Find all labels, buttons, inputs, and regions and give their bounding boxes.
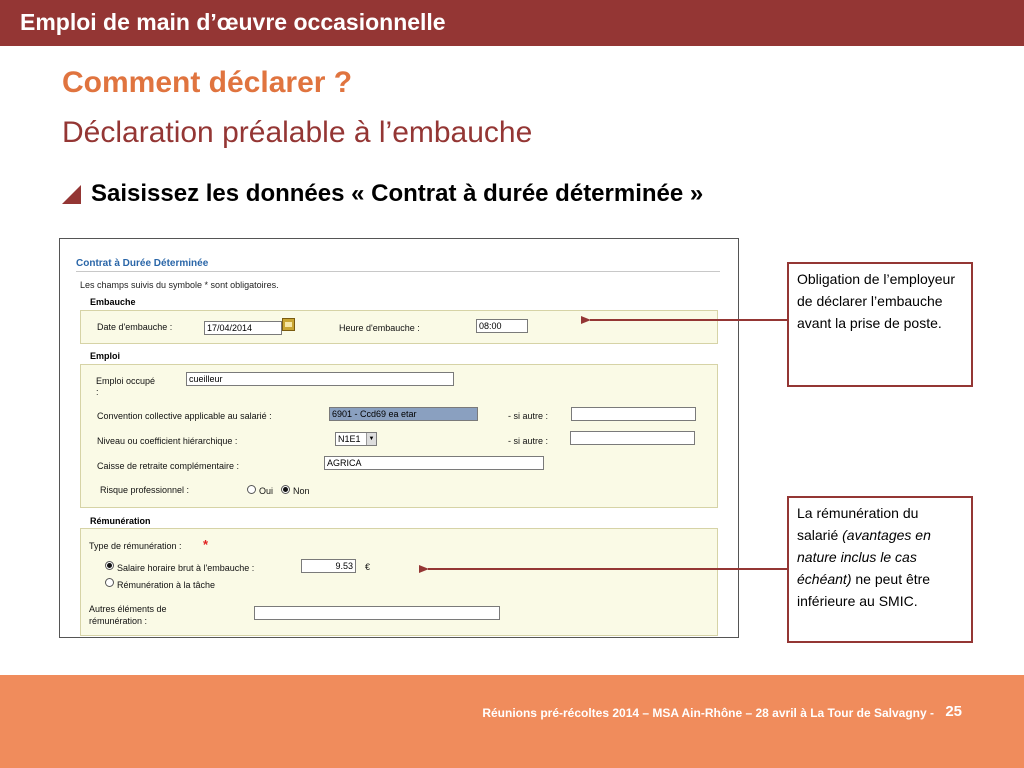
section-emploi: Emploi <box>90 351 121 361</box>
autres-elements-label-1: Autres éléments de <box>89 604 167 614</box>
emploi-colon: : <box>96 387 99 397</box>
niveau-label: Niveau ou coefficient hiérarchique : <box>97 436 238 446</box>
convention-label: Convention collective applicable au salarié : <box>97 411 272 421</box>
bullet-text: Saisissez les données « Contrat à durée déterminée » <box>91 180 704 207</box>
si-autre-label-2: - si autre : <box>508 436 549 446</box>
header-title: Emploi de main d’œuvre occasionnelle <box>20 9 446 35</box>
page-heading: Comment déclarer ? <box>62 66 353 99</box>
callout-remuneration-text-1: La rémunération du salarié <box>797 505 919 543</box>
radio-oui-label: Oui <box>259 486 274 496</box>
callout-obligation: Obligation de l’employeur de déclarer l’embauche avant la prise de poste. <box>787 262 973 387</box>
heure-embauche-label: Heure d'embauche : <box>339 323 420 333</box>
salaire-horaire-label: Salaire horaire brut à l'embauche : <box>117 563 255 573</box>
salaire-horaire-input[interactable]: 9.53 <box>301 559 356 573</box>
callout-remuneration <box>787 496 973 643</box>
required-star: * <box>203 537 209 552</box>
convention-input[interactable]: 6901 - Ccd69 ea etar <box>329 407 478 421</box>
callout-remuneration-italic: (avantages en nature inclus le cas échéant) <box>797 527 931 587</box>
page-number: 25 <box>945 703 962 720</box>
radio-non-label: Non <box>293 486 310 496</box>
date-embauche-label: Date d'embauche : <box>97 322 173 332</box>
section-remuneration: Rémunération <box>90 516 151 526</box>
niveau-select-value: N1E1 <box>338 434 361 444</box>
currency-label: € <box>365 562 371 572</box>
emploi-input[interactable]: cueilleur <box>186 372 454 386</box>
page-subheading: Déclaration préalable à l’embauche <box>62 116 533 149</box>
form-title: Contrat à Durée Déterminée <box>76 258 209 269</box>
si-autre-label-1: - si autre : <box>508 411 549 421</box>
chevron-down-icon[interactable]: ▼ <box>366 433 376 445</box>
risque-label: Risque professionnel : <box>100 485 190 495</box>
callout-remuneration-text-2: ne peut être inférieure au SMIC. <box>797 571 931 609</box>
heure-embauche-input[interactable]: 08:00 <box>476 319 528 333</box>
type-remuneration-label: Type de rémunération : <box>89 541 182 551</box>
section-embauche: Embauche <box>90 297 136 307</box>
footer-bar <box>0 675 1024 768</box>
caisse-label: Caisse de retraite complémentaire : <box>97 461 240 471</box>
caisse-input[interactable]: AGRICA <box>324 456 544 470</box>
remuneration-tache-label: Rémunération à la tâche <box>117 580 216 590</box>
mandatory-note: Les champs suivis du symbole * sont obligatoires. <box>80 280 279 290</box>
emploi-label: Emploi occupé <box>96 376 156 386</box>
footer-text: Réunions pré-récoltes 2014 – MSA Ain-Rhône – 28 avril à La Tour de Salvagny - <box>482 706 934 720</box>
autres-elements-label-2: rémunération : <box>89 616 148 626</box>
date-embauche-input[interactable]: 17/04/2014 <box>204 321 282 335</box>
